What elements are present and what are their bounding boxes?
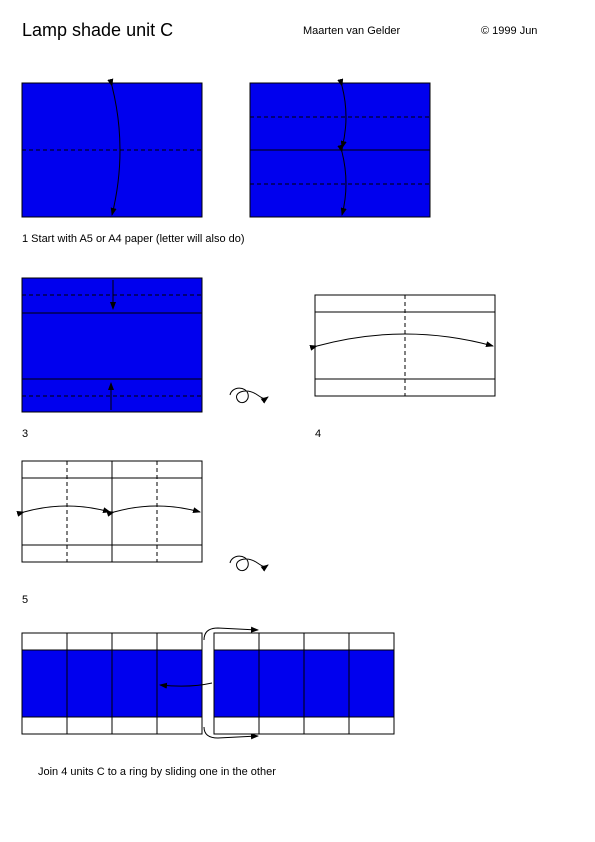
- step1-right-sheet: [250, 83, 430, 217]
- turn-over-symbol: [230, 556, 268, 570]
- step-5-label: 5: [22, 594, 29, 606]
- page-title: Lamp shade unit C: [22, 20, 174, 40]
- step-4-label: 4: [315, 428, 322, 440]
- step6-right-unit: [214, 633, 394, 734]
- copyright-notice: © 1999 Jun: [481, 25, 538, 37]
- step-6-caption: Join 4 units C to a ring by sliding one in the other: [38, 766, 276, 778]
- step6-left-unit: [22, 633, 202, 734]
- step-1-caption: 1 Start with A5 or A4 paper (letter will also do): [22, 233, 245, 245]
- step5-sheet: [22, 461, 202, 562]
- turn-over-symbol: [230, 388, 268, 402]
- author-name: Maarten van Gelder: [303, 25, 401, 37]
- step1-left-sheet: [22, 83, 202, 217]
- step4-sheet: [315, 295, 495, 396]
- step-3-label: 3: [22, 428, 29, 440]
- step3-sheet: [22, 278, 202, 412]
